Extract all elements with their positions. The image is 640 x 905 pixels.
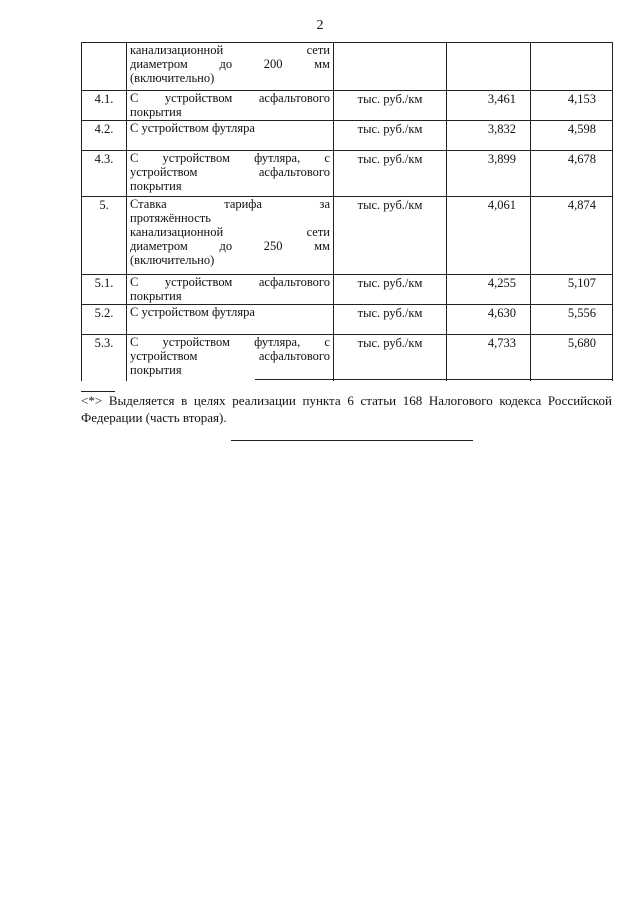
row-name-line: диаметром до 200 мм xyxy=(130,57,330,71)
row-name xyxy=(127,121,334,151)
table-row xyxy=(82,197,613,275)
row-name-line: покрытия xyxy=(130,105,182,119)
row-name-line: (включительно) xyxy=(130,253,215,267)
row-name xyxy=(127,305,334,335)
table-row xyxy=(82,335,613,381)
row-name-line: покрытия xyxy=(130,363,182,377)
row-number: 5.3. xyxy=(82,335,127,381)
row-value-1: 4,061 xyxy=(447,197,531,275)
footnote xyxy=(81,392,612,426)
row-name xyxy=(127,197,334,275)
row-name-line: С устройством футляра, с xyxy=(130,335,330,349)
table-bottom-rule xyxy=(255,379,612,380)
row-unit xyxy=(334,43,447,91)
row-value-1: 3,899 xyxy=(447,151,531,197)
row-value-1: 3,461 xyxy=(447,91,531,121)
footnote-separator-line xyxy=(231,440,473,441)
row-name-line: С устройством асфальтового xyxy=(130,91,330,105)
row-name xyxy=(127,335,334,381)
row-name-line: устройством асфальтового xyxy=(130,165,330,179)
row-number: 4.3. xyxy=(82,151,127,197)
row-number: 5.2. xyxy=(82,305,127,335)
row-value-1: 3,832 xyxy=(447,121,531,151)
row-value-2: 4,598 xyxy=(531,121,613,151)
row-unit: тыс. руб./км xyxy=(334,275,447,305)
row-name-line: протяжённость xyxy=(130,211,211,225)
row-value-2: 4,678 xyxy=(531,151,613,197)
row-value-2: 5,680 xyxy=(531,335,613,381)
row-unit: тыс. руб./км xyxy=(334,197,447,275)
row-value-2: 5,107 xyxy=(531,275,613,305)
row-number: 5.1. xyxy=(82,275,127,305)
row-name-line: С устройством асфальтового xyxy=(130,275,330,289)
footnote-text: Выделяется в целях реализации пункта 6 статьи 168 Налогового кодекса Российской Федерации (часть вторая). xyxy=(81,393,613,425)
row-value-1: 4,733 xyxy=(447,335,531,381)
row-value-1: 4,255 xyxy=(447,275,531,305)
tariff-table-body xyxy=(82,43,613,381)
table-row xyxy=(82,43,613,91)
row-name-line: Ставка тарифа за xyxy=(130,197,330,211)
row-name-line: С устройством футляра xyxy=(130,305,255,319)
row-name xyxy=(127,151,334,197)
row-value-1: 4,630 xyxy=(447,305,531,335)
row-name xyxy=(127,91,334,121)
table-row xyxy=(82,305,613,335)
row-name xyxy=(127,43,334,91)
row-number: 5. xyxy=(82,197,127,275)
table-row xyxy=(82,91,613,121)
row-unit: тыс. руб./км xyxy=(334,335,447,381)
row-name-line: С устройством футляра, с xyxy=(130,151,330,165)
row-value-2: 5,556 xyxy=(531,305,613,335)
row-name-line: диаметром до 250 мм xyxy=(130,239,330,253)
row-name-line: канализационной сети xyxy=(130,43,330,57)
row-value-2: 4,874 xyxy=(531,197,613,275)
row-number xyxy=(82,43,127,91)
page-number: 2 xyxy=(316,18,324,33)
row-name-line: канализационной сети xyxy=(130,225,330,239)
row-unit: тыс. руб./км xyxy=(334,91,447,121)
row-name-line: С устройством футляра xyxy=(130,121,255,135)
row-number: 4.1. xyxy=(82,91,127,121)
row-value-1 xyxy=(447,43,531,91)
row-value-2: 4,153 xyxy=(531,91,613,121)
row-unit: тыс. руб./км xyxy=(334,151,447,197)
row-name-line: (включительно) xyxy=(130,71,215,85)
tariff-table xyxy=(81,42,613,381)
row-value-2 xyxy=(531,43,613,91)
row-name-line: покрытия xyxy=(130,289,182,303)
table-row xyxy=(82,121,613,151)
table-row xyxy=(82,275,613,305)
row-unit: тыс. руб./км xyxy=(334,305,447,335)
row-name xyxy=(127,275,334,305)
footnote-mark: <*> xyxy=(81,393,103,408)
row-unit: тыс. руб./км xyxy=(334,121,447,151)
row-name-line: покрытия xyxy=(130,179,182,193)
row-number: 4.2. xyxy=(82,121,127,151)
table-row xyxy=(82,151,613,197)
row-name-line: устройством асфальтового xyxy=(130,349,330,363)
